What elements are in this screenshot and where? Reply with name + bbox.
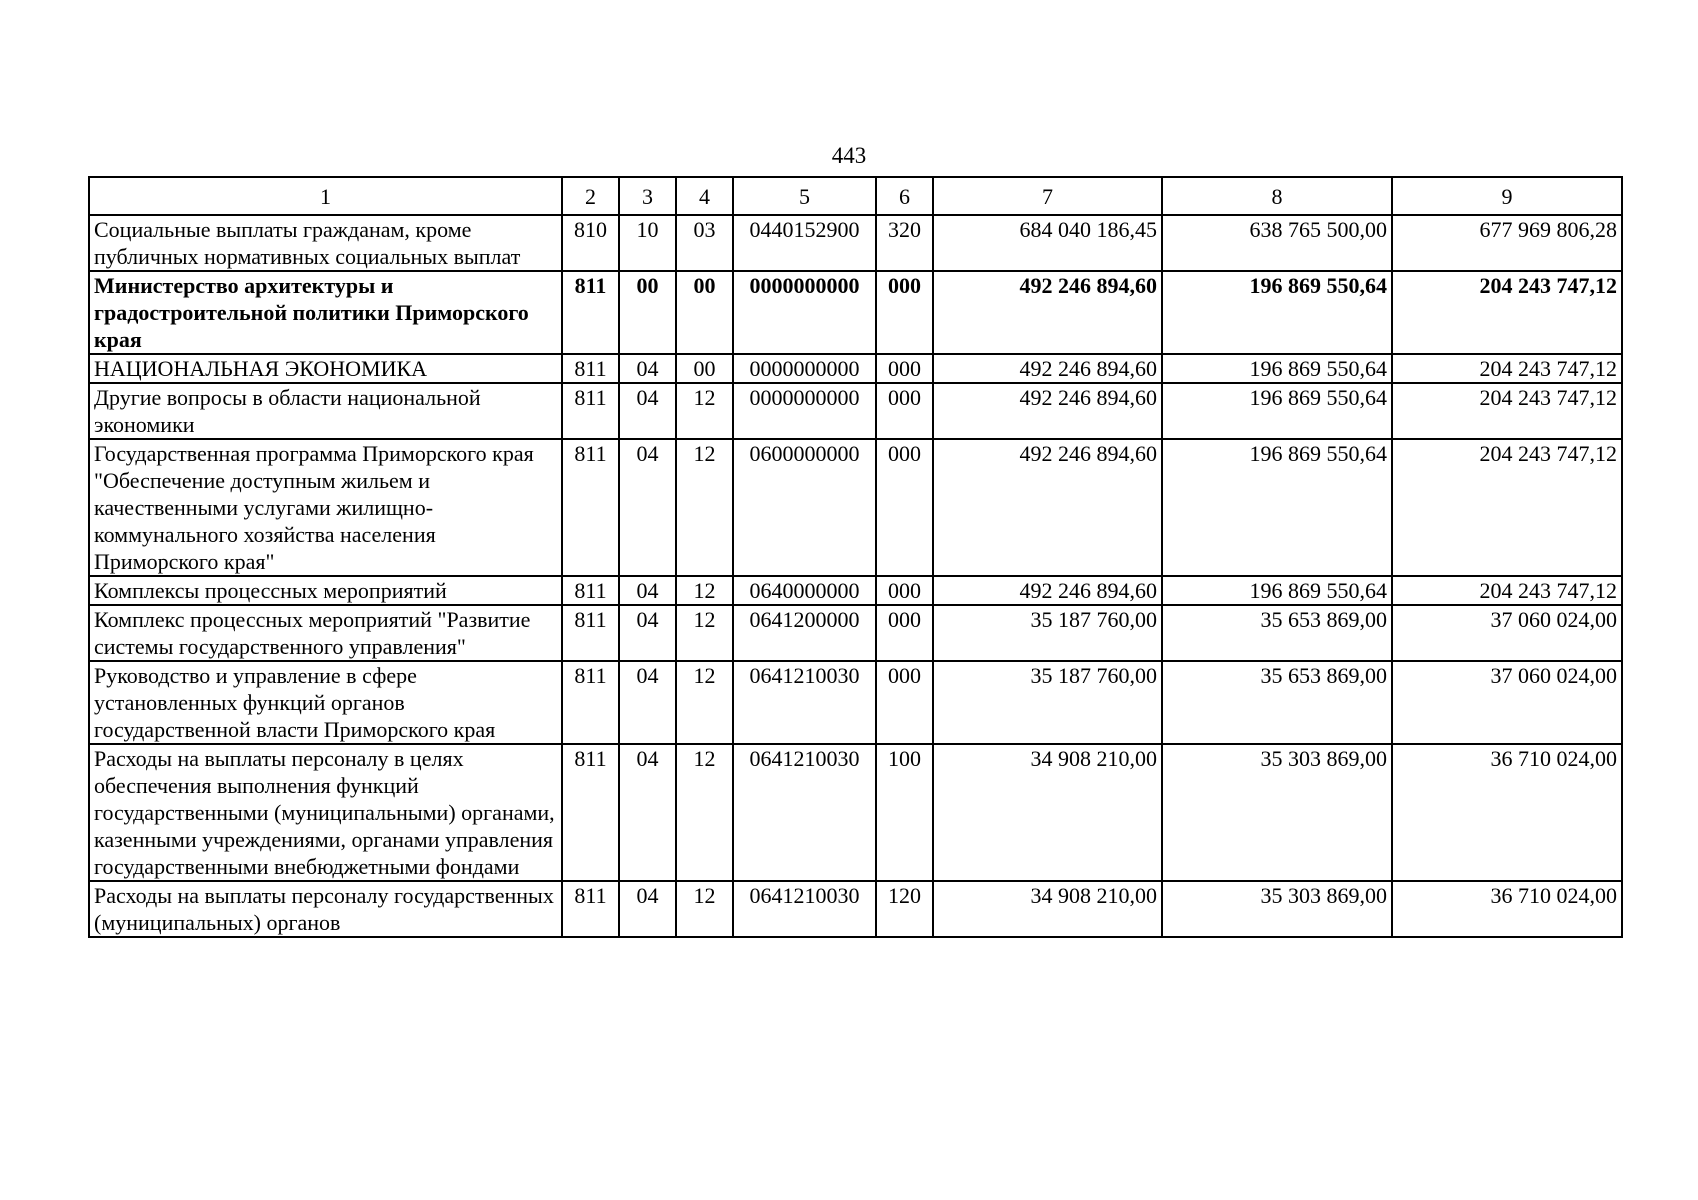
amount-col9: 677 969 806,28 — [1392, 215, 1622, 271]
target-article-code: 0000000000 — [733, 354, 876, 383]
target-article-code: 0641200000 — [733, 605, 876, 661]
amount-col9: 204 243 747,12 — [1392, 439, 1622, 576]
table-row — [89, 354, 1622, 383]
ministry-code: 811 — [562, 605, 619, 661]
amount-col9: 204 243 747,12 — [1392, 383, 1622, 439]
amount-col7: 492 246 894,60 — [933, 439, 1162, 576]
amount-col8: 196 869 550,64 — [1162, 576, 1392, 605]
amount-col9: 204 243 747,12 — [1392, 271, 1622, 354]
ministry-code: 811 — [562, 576, 619, 605]
ministry-code: 811 — [562, 744, 619, 881]
target-article-code: 0600000000 — [733, 439, 876, 576]
page-number: 443 — [831, 143, 867, 168]
expense-type-code: 000 — [876, 661, 933, 744]
ministry-code: 811 — [562, 271, 619, 354]
table-row — [89, 215, 1622, 271]
column-header: 2 — [562, 177, 619, 215]
amount-col7: 684 040 186,45 — [933, 215, 1162, 271]
header-row — [89, 177, 1622, 215]
target-article-code: 0440152900 — [733, 215, 876, 271]
amount-col8: 196 869 550,64 — [1162, 354, 1392, 383]
amount-col9: 36 710 024,00 — [1392, 881, 1622, 937]
table-row — [89, 383, 1622, 439]
target-article-code: 0641210030 — [733, 744, 876, 881]
table-row — [89, 881, 1622, 937]
amount-col7: 35 187 760,00 — [933, 661, 1162, 744]
expense-name: Социальные выплаты гражданам, кроме публичных нормативных социальных выплат — [89, 215, 562, 271]
amount-col9: 37 060 024,00 — [1392, 661, 1622, 744]
table-row — [89, 439, 1622, 576]
subsection-code: 12 — [676, 383, 733, 439]
table-row — [89, 576, 1622, 605]
column-header: 9 — [1392, 177, 1622, 215]
amount-col7: 492 246 894,60 — [933, 354, 1162, 383]
column-header: 4 — [676, 177, 733, 215]
amount-col7: 492 246 894,60 — [933, 576, 1162, 605]
column-header: 6 — [876, 177, 933, 215]
expense-type-code: 000 — [876, 439, 933, 576]
table-row — [89, 661, 1622, 744]
amount-col8: 35 303 869,00 — [1162, 744, 1392, 881]
expense-name: Расходы на выплаты персоналу государственных (муниципальных) органов — [89, 881, 562, 937]
section-code: 04 — [619, 439, 676, 576]
expense-name: Комплекс процессных мероприятий "Развитие системы государственного управления" — [89, 605, 562, 661]
column-header: 1 — [89, 177, 562, 215]
column-header: 5 — [733, 177, 876, 215]
amount-col8: 196 869 550,64 — [1162, 271, 1392, 354]
subsection-code: 03 — [676, 215, 733, 271]
amount-col8: 35 653 869,00 — [1162, 661, 1392, 744]
expense-name: Другие вопросы в области национальной экономики — [89, 383, 562, 439]
subsection-code: 12 — [676, 661, 733, 744]
column-header: 8 — [1162, 177, 1392, 215]
expense-name: Государственная программа Приморского края "Обеспечение доступным жильем и качественными услугами жилищно-коммунального хозяйства населения Приморского края" — [89, 439, 562, 576]
expense-name: Расходы на выплаты персоналу в целях обеспечения выполнения функций государственными (муниципальными) органами, казенными учреждениями, органами управления государственными внебюджетными фондами — [89, 744, 562, 881]
expense-type-code: 100 — [876, 744, 933, 881]
expense-type-code: 000 — [876, 605, 933, 661]
subsection-code: 12 — [676, 576, 733, 605]
section-code: 04 — [619, 605, 676, 661]
column-header: 7 — [933, 177, 1162, 215]
target-article-code: 0000000000 — [733, 383, 876, 439]
amount-col7: 492 246 894,60 — [933, 383, 1162, 439]
table-row — [89, 605, 1622, 661]
expense-type-code: 000 — [876, 271, 933, 354]
ministry-code: 811 — [562, 439, 619, 576]
table-row-ministry — [89, 271, 1622, 354]
amount-col8: 638 765 500,00 — [1162, 215, 1392, 271]
expense-name: Министерство архитектуры и градостроительной политики Приморского края — [89, 271, 562, 354]
expense-name: Руководство и управление в сфере установленных функций органов государственной власти Приморского края — [89, 661, 562, 744]
amount-col9: 37 060 024,00 — [1392, 605, 1622, 661]
expense-type-code: 000 — [876, 354, 933, 383]
budget-table — [88, 176, 1623, 938]
amount-col8: 196 869 550,64 — [1162, 383, 1392, 439]
subsection-code: 00 — [676, 354, 733, 383]
column-header: 3 — [619, 177, 676, 215]
section-code: 04 — [619, 383, 676, 439]
subsection-code: 12 — [676, 881, 733, 937]
section-code: 04 — [619, 354, 676, 383]
subsection-code: 12 — [676, 605, 733, 661]
ministry-code: 811 — [562, 383, 619, 439]
target-article-code: 0640000000 — [733, 576, 876, 605]
amount-col9: 204 243 747,12 — [1392, 576, 1622, 605]
amount-col9: 36 710 024,00 — [1392, 744, 1622, 881]
expense-name: НАЦИОНАЛЬНАЯ ЭКОНОМИКА — [89, 354, 562, 383]
amount-col8: 35 653 869,00 — [1162, 605, 1392, 661]
ministry-code: 811 — [562, 354, 619, 383]
section-code: 04 — [619, 744, 676, 881]
amount-col7: 34 908 210,00 — [933, 881, 1162, 937]
ministry-code: 810 — [562, 215, 619, 271]
subsection-code: 00 — [676, 271, 733, 354]
expense-type-code: 000 — [876, 383, 933, 439]
ministry-code: 811 — [562, 661, 619, 744]
expense-name: Комплексы процессных мероприятий — [89, 576, 562, 605]
target-article-code: 0641210030 — [733, 661, 876, 744]
section-code: 04 — [619, 576, 676, 605]
amount-col7: 492 246 894,60 — [933, 271, 1162, 354]
section-code: 00 — [619, 271, 676, 354]
expense-type-code: 120 — [876, 881, 933, 937]
ministry-code: 811 — [562, 881, 619, 937]
amount-col8: 35 303 869,00 — [1162, 881, 1392, 937]
subsection-code: 12 — [676, 439, 733, 576]
section-code: 10 — [619, 215, 676, 271]
amount-col9: 204 243 747,12 — [1392, 354, 1622, 383]
table-row — [89, 744, 1622, 881]
expense-type-code: 320 — [876, 215, 933, 271]
subsection-code: 12 — [676, 744, 733, 881]
section-code: 04 — [619, 661, 676, 744]
amount-col7: 35 187 760,00 — [933, 605, 1162, 661]
target-article-code: 0641210030 — [733, 881, 876, 937]
expense-type-code: 000 — [876, 576, 933, 605]
target-article-code: 0000000000 — [733, 271, 876, 354]
amount-col7: 34 908 210,00 — [933, 744, 1162, 881]
amount-col8: 196 869 550,64 — [1162, 439, 1392, 576]
section-code: 04 — [619, 881, 676, 937]
